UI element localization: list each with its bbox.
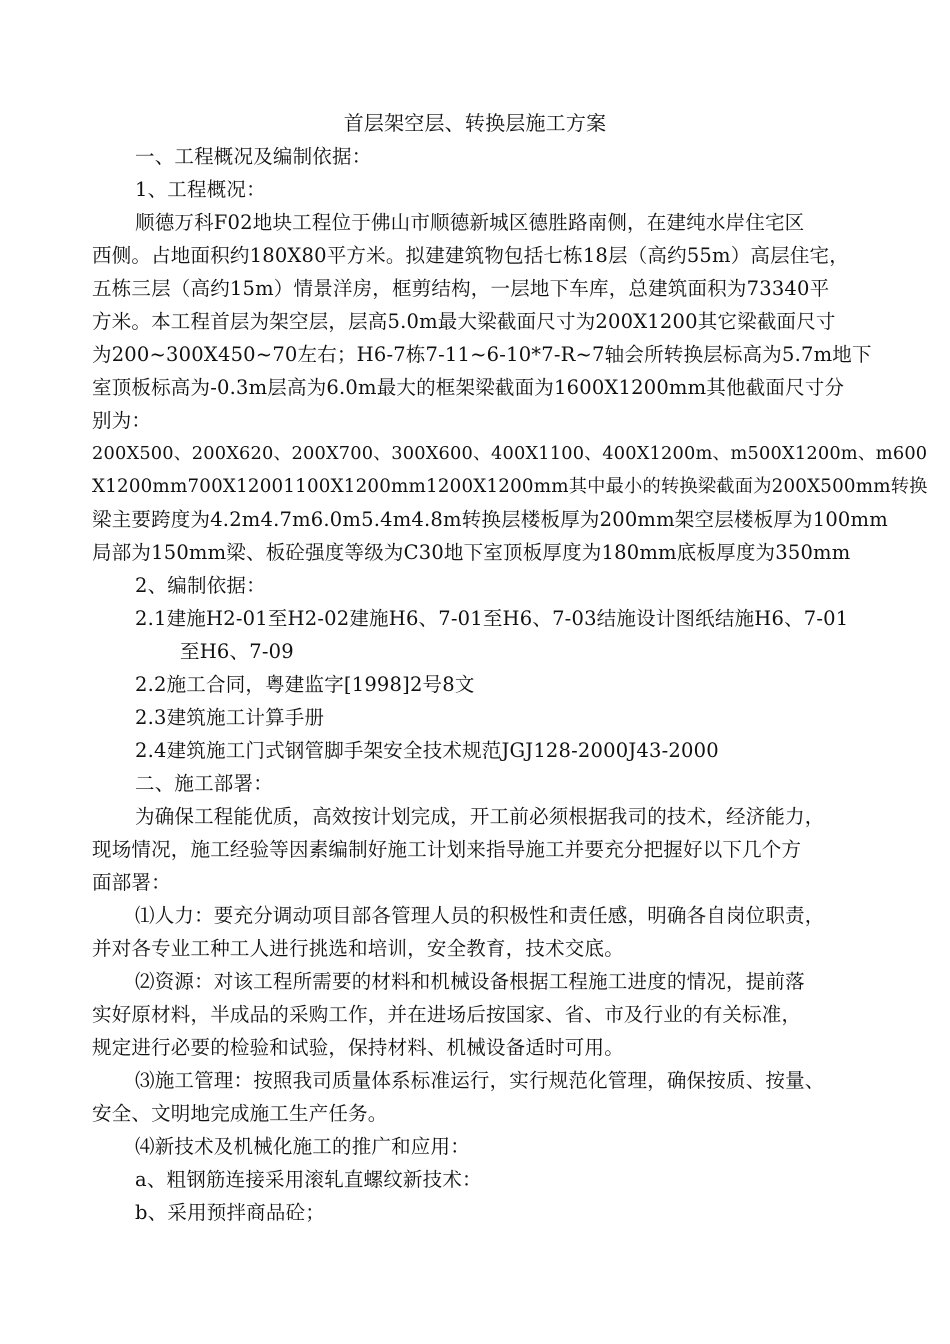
list-item-continuation: 规定进行必要的检验和试验，保持材料、机械设备适时可用。 — [92, 1036, 624, 1059]
list-item: 2.2施工合同，粤建监字[1998]2号8文 — [135, 673, 475, 696]
paragraph-line: 200X500、200X620、200X700、300X600、400X1100、400X1200m、m500X1200m、m600 — [92, 444, 928, 464]
list-item: ⑷新技术及机械化施工的推广和应用： — [135, 1135, 470, 1158]
subsection-heading: 2、编制依据： — [135, 574, 266, 597]
paragraph-line: 为确保工程能优质，高效按计划完成，开工前必须根据我司的技术，经济能力， — [135, 805, 825, 828]
section-heading: 一、工程概况及编制依据： — [135, 145, 372, 168]
list-item: 2.3建筑施工计算手册 — [135, 706, 325, 729]
paragraph-line: 面部署： — [92, 871, 171, 894]
list-item: 2.1建施H2-01至H2-02建施H6、7-01至H6、7-03结施设计图纸结施H6、7-01 — [135, 607, 849, 630]
paragraph-line: 西侧。占地面积约180X80平方米。拟建建筑物包括七栋18层（高约55m）高层住宅， — [92, 244, 849, 267]
list-item: a、粗钢筋连接采用滚轧直螺纹新技术： — [135, 1168, 482, 1191]
paragraph-line: 梁主要跨度为4.2m4.7m6.0m5.4m4.8m转换层楼板厚为200mm架空层楼板厚为100mm — [92, 508, 888, 531]
paragraph-line: 顺德万科F02地块工程位于佛山市顺德新城区德胜路南侧，在建纯水岸住宅区 — [135, 211, 805, 234]
paragraph-line: 现场情况，施工经验等因素编制好施工计划来指导施工并要充分把握好以下几个方 — [92, 838, 802, 861]
list-item-continuation: 实好原材料，半成品的采购工作，并在进场后按国家、省、市及行业的有关标准， — [92, 1003, 802, 1026]
list-item: ⑴人力：要充分调动项目部各管理人员的积极性和责任感，明确各自岗位职责， — [135, 904, 825, 927]
list-item-continuation: 并对各专业工种工人进行挑选和培训，安全教育，技术交底。 — [92, 937, 624, 960]
list-item: 2.4建筑施工门式钢管脚手架安全技术规范JGJ128-2000J43-2000 — [135, 739, 719, 762]
paragraph-line: 方米。本工程首层为架空层，层高5.0m最大梁截面尺寸为200X1200其它梁截面尺寸 — [92, 310, 836, 333]
list-item: b、采用预拌商品砼； — [135, 1201, 325, 1224]
paragraph-line: X1200mm700X12001100X1200mm1200X1200mm其中最小的转换梁截面为200X500mm转换 — [92, 476, 928, 497]
subsection-heading: 1、工程概况： — [135, 178, 266, 201]
document-title: 首层架空层、转换层施工方案 — [343, 111, 607, 135]
list-item: ⑶施工管理：按照我司质量体系标准运行，实行规范化管理，确保按质、按量、 — [135, 1069, 825, 1092]
paragraph-line: 局部为150mm梁、板砼强度等级为C30地下室顶板厚度为180mm底板厚度为350mm — [92, 541, 851, 564]
section-heading: 二、施工部署： — [135, 772, 273, 795]
list-item-continuation: 至H6、7-09 — [180, 640, 294, 663]
list-item-continuation: 安全、文明地完成施工生产任务。 — [92, 1102, 388, 1125]
paragraph-line: 室顶板标高为-0.3m层高为6.0m最大的框架梁截面为1600X1200mm其他截面尺寸分 — [92, 376, 845, 399]
list-item: ⑵资源：对该工程所需要的材料和机械设备根据工程施工进度的情况，提前落 — [135, 970, 805, 993]
paragraph-line: 别为： — [92, 409, 152, 432]
paragraph-line: 五栋三层（高约15m）情景洋房，框剪结构，一层地下车库，总建筑面积为73340平 — [92, 277, 830, 300]
paragraph-line: 为200~300X450~70左右；H6-7栋7-11~6-10*7-R~7轴会所转换层标高为5.7m地下 — [92, 343, 872, 366]
